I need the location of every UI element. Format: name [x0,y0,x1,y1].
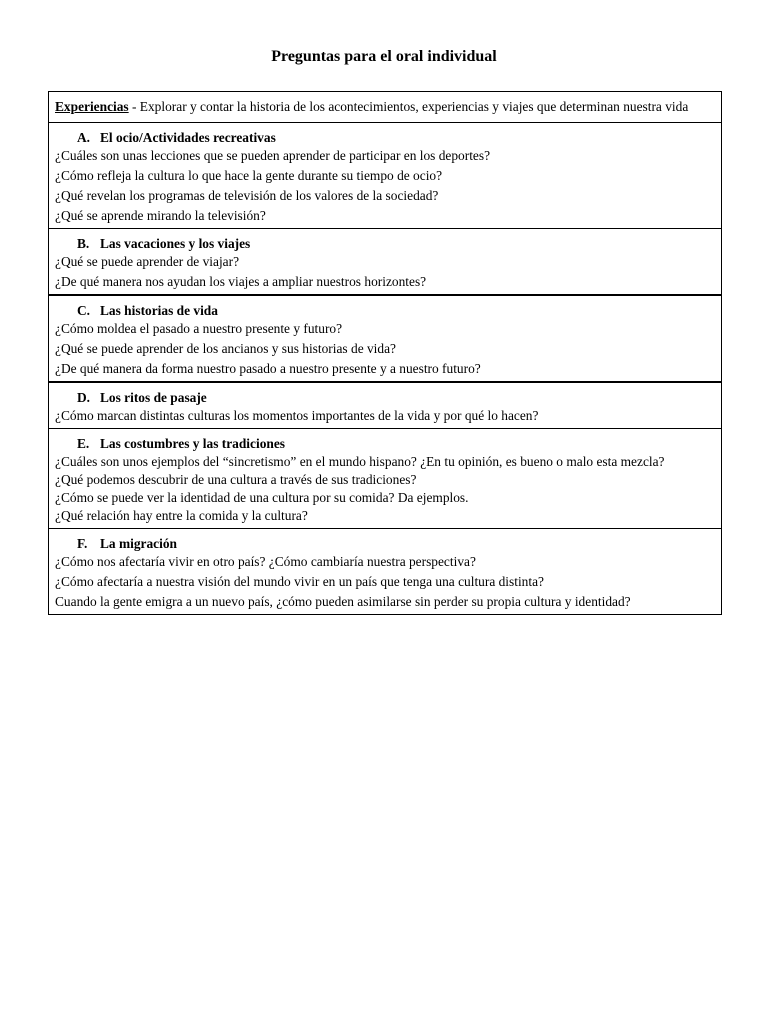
intro-label: Experiencias [55,99,129,114]
section-heading: C. Las historias de vida [77,303,218,318]
section-b [49,228,721,294]
question: ¿Qué se aprende mirando la televisión? [55,208,266,223]
question: Cuando la gente emigra a un nuevo país, ¿cómo pueden asimilarse sin perder su propia cultura y identidad? [55,594,631,609]
question: ¿Cómo refleja la cultura lo que hace la gente durante su tiempo de ocio? [55,168,443,183]
section-c [49,294,721,381]
section-heading: E. Las costumbres y las tradiciones [77,436,285,451]
question: ¿Qué se puede aprender de los ancianos y sus historias de vida? [55,341,396,356]
section-heading: A. El ocio/Actividades recreativas [77,130,276,145]
questions-table [48,91,722,615]
question: ¿Cómo marcan distintas culturas los momentos importantes de la vida y por qué lo hacen? [55,408,539,423]
section-d [49,381,721,428]
question: ¿Cómo se puede ver la identidad de una cultura por su comida? Da ejemplos. [55,490,469,505]
question: ¿Cómo moldea el pasado a nuestro presente y futuro? [55,321,343,336]
intro-cell [49,92,721,122]
question: ¿De qué manera nos ayudan los viajes a ampliar nuestros horizontes? [55,274,427,289]
question: ¿Qué relación hay entre la comida y la cultura? [55,508,308,523]
question: ¿Cómo nos afectaría vivir en otro país? ¿Cómo cambiaría nuestra perspectiva? [55,554,476,569]
section-e [49,428,721,528]
question: ¿Cuáles son unas lecciones que se pueden aprender de participar en los deportes? [55,148,491,163]
section-a [49,122,721,228]
section-heading: F. La migración [77,536,177,551]
question: ¿Qué podemos descubrir de una cultura a través de sus tradiciones? [55,472,417,487]
section-heading: D. Los ritos de pasaje [77,390,207,405]
question: ¿De qué manera da forma nuestro pasado a nuestro presente y a nuestro futuro? [55,361,481,376]
question: ¿Qué se puede aprender de viajar? [55,254,240,269]
section-f [49,528,721,614]
page-title: Preguntas para el oral individual [271,48,497,65]
question: ¿Qué revelan los programas de televisión de los valores de la sociedad? [55,188,439,203]
question: ¿Cómo afectaría a nuestra visión del mundo vivir en un país que tenga una cultura distinta? [55,574,544,589]
intro-text: - Explorar y contar la historia de los acontecimientos, experiencias y viajes que determinan nuestra vida [128,99,689,114]
section-heading: B. Las vacaciones y los viajes [77,236,251,251]
question: ¿Cuáles son unos ejemplos del “sincretismo” en el mundo hispano? ¿En tu opinión, es bueno o malo esta mezcla? [55,454,665,469]
